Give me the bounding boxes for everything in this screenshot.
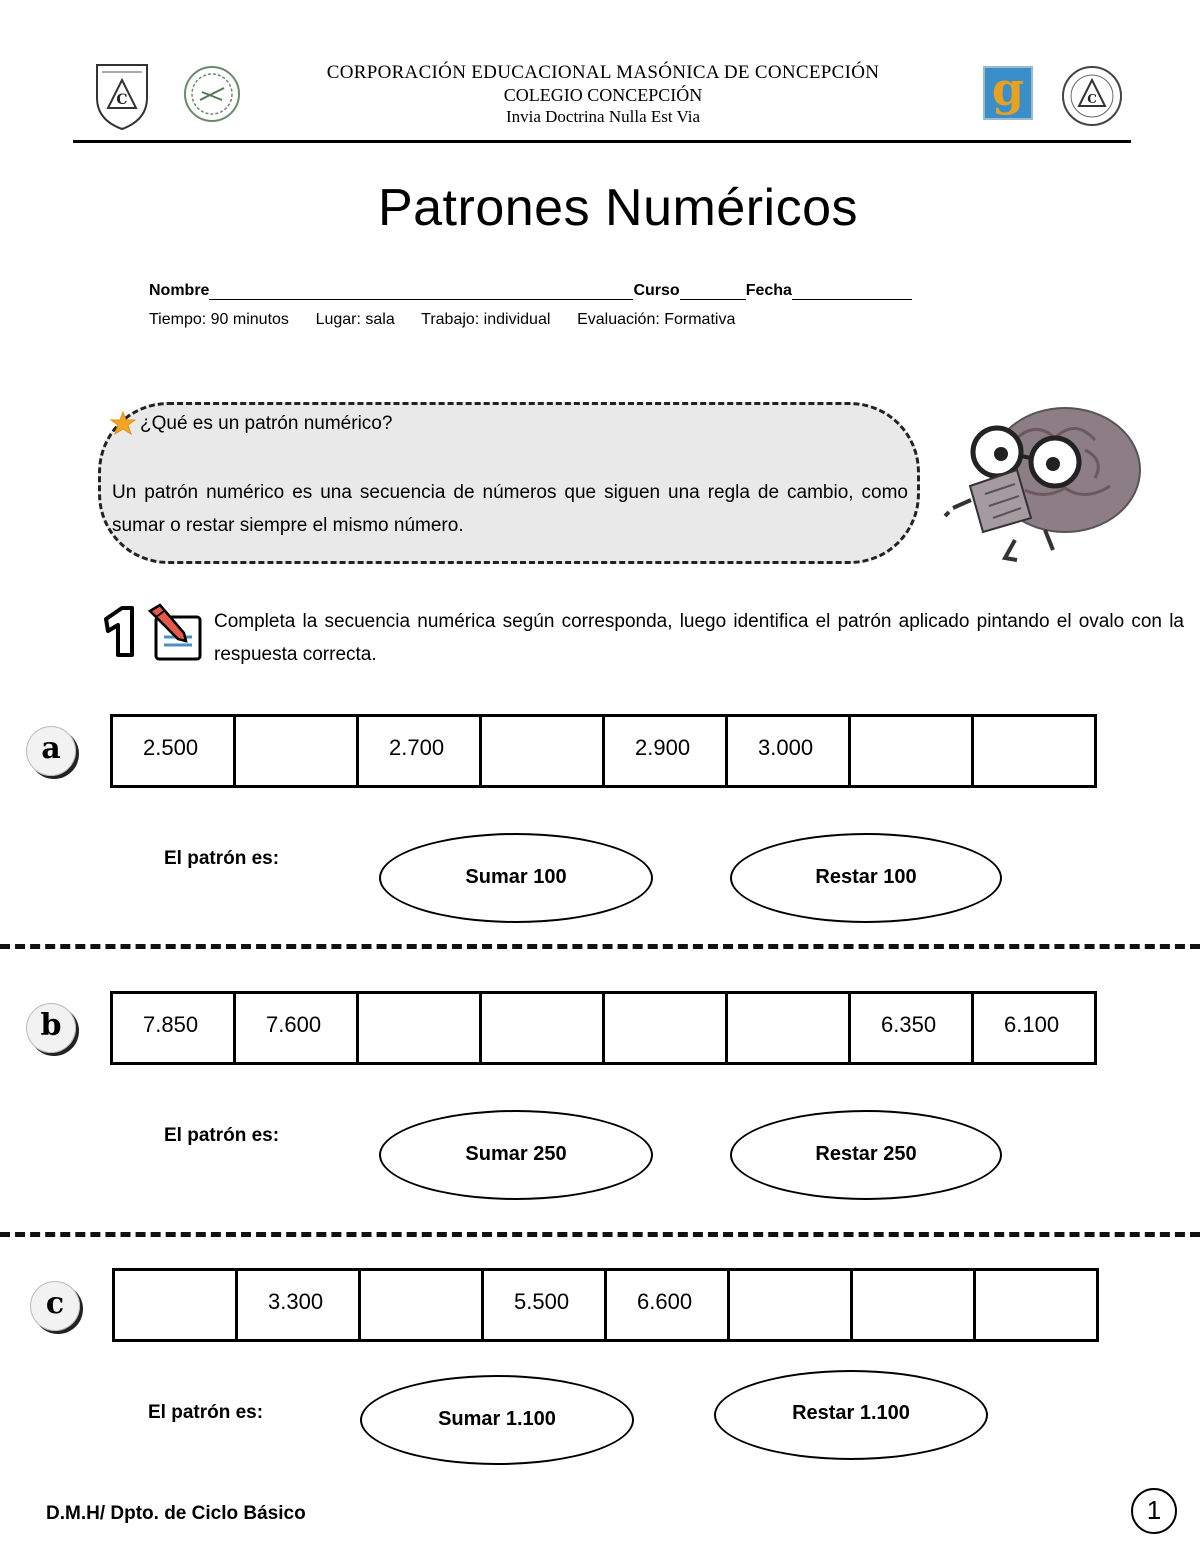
header-text [300,62,906,127]
star-icon [110,411,136,437]
sequence-cell[interactable]: 2.700 [358,716,481,787]
svg-text:C: C [116,92,128,108]
school-name: COLEGIO CONCEPCIÓN [503,85,703,105]
pencil-notebook-icon [144,603,208,663]
sequence-cell[interactable] [727,993,850,1064]
section-divider [0,1232,1200,1237]
sequence-cell[interactable] [481,716,604,787]
exercise-a-option-sumar[interactable]: Sumar 100 [379,833,653,923]
page-title: Patrones Numéricos [377,179,859,237]
curso-label: Curso [633,282,680,299]
round-shield-seal-logo [1060,64,1124,128]
exercise-b-pattern-label: El patrón es: [164,1125,280,1146]
sequence-cell[interactable] [114,1270,237,1341]
fecha-label: Fecha [745,282,792,299]
sequence-cell[interactable] [235,716,358,787]
sequence-cell[interactable]: 3.000 [727,716,850,787]
sequence-cell[interactable]: 7.600 [235,993,358,1064]
sequence-cell[interactable] [973,716,1096,787]
sequence-cell[interactable] [604,993,727,1064]
sequence-cell[interactable] [852,1270,975,1341]
fecha-field[interactable] [792,283,912,300]
exercise-c-sequence [112,1268,1099,1342]
sequence-cell[interactable]: 6.600 [606,1270,729,1341]
sequence-cell[interactable]: 2.900 [604,716,727,787]
school-motto: Invia Doctrina Nulla Est Via [505,107,701,126]
exercise-b-option-sumar[interactable]: Sumar 250 [379,1110,653,1200]
exercise-a-letter: a [26,726,76,776]
g-logo [983,62,1033,120]
exercise-b-sequence [110,991,1097,1065]
sequence-cell[interactable] [975,1270,1098,1341]
brain-reading-mascot [935,390,1155,570]
sequence-cell[interactable] [850,716,973,787]
corporation-name: CORPORACIÓN EDUCACIONAL MASÓNICA DE CONCEPCIÓN [326,62,880,83]
exercise-a-option-restar[interactable]: Restar 100 [730,833,1002,923]
sequence-cell[interactable]: 7.850 [112,993,235,1064]
section-divider [0,944,1200,949]
round-seal-logo [182,64,242,124]
g-logo-letter: g [991,62,1025,116]
sequence-cell[interactable]: 3.300 [237,1270,360,1341]
svg-text:C: C [1087,92,1097,106]
definition-text: Un patrón numérico es una secuencia de números que siguen una regla de cambio, como sumar o restar siempre el mismo número. [112,482,908,536]
sequence-cell[interactable]: 6.350 [850,993,973,1064]
footer-department: D.M.H/ Dpto. de Ciclo Básico [46,1503,306,1524]
sequence-cell[interactable] [481,993,604,1064]
exercise-c-pattern-label: El patrón es: [148,1402,264,1423]
sequence-cell[interactable]: 2.500 [112,716,235,787]
header-divider [73,140,1131,143]
curso-field[interactable] [680,283,746,300]
sequence-cell[interactable]: 5.500 [483,1270,606,1341]
exercise-b-letter: b [26,1003,76,1053]
evaluation-meta: Tiempo: 90 minutos Lugar: sala Trabajo: individual Evaluación: Formativa [149,311,736,328]
form-fields [149,282,912,302]
exercise-a-pattern-label: El patrón es: [164,848,280,869]
exercise-c-option-sumar[interactable]: Sumar 1.100 [360,1375,634,1465]
page-number: 1 [1131,1488,1177,1534]
sequence-cell[interactable] [360,1270,483,1341]
exercise-c-letter: c [30,1281,80,1331]
nombre-label: Nombre [149,282,210,299]
definition-question: ¿Qué es un patrón numérico? [140,413,393,434]
nombre-field[interactable] [209,283,633,300]
exercise-a-sequence [110,714,1097,788]
exercise-b-option-restar[interactable]: Restar 250 [730,1110,1002,1200]
exercise-c-option-restar[interactable]: Restar 1.100 [714,1370,988,1460]
school-shield-logo [92,60,152,132]
instruction-number [104,610,136,654]
sequence-cell[interactable] [729,1270,852,1341]
sequence-cell[interactable] [358,993,481,1064]
instruction-text: Completa la secuencia numérica según corresponda, luego identifica el patrón aplicado pintando el ovalo con la respuesta correcta. [214,611,1184,665]
sequence-cell[interactable]: 6.100 [973,993,1096,1064]
